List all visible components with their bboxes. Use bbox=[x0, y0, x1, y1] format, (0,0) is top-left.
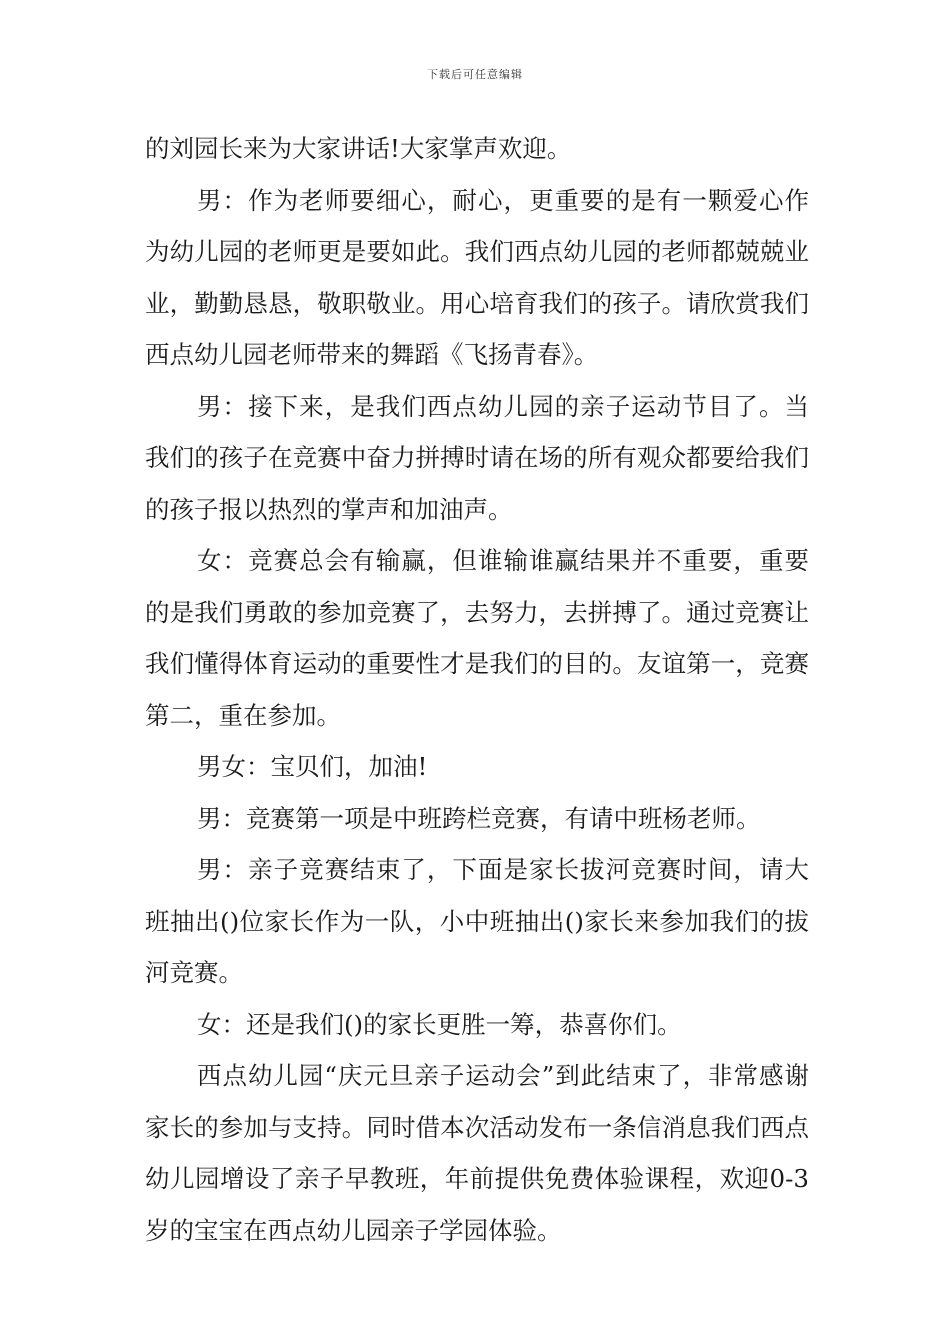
paragraph-4: 女：竞赛总会有输赢，但谁输谁赢结果并不重要，重要的是我们勇敢的参加竞赛了，去努力，去拼搏了。通过竞赛让我们懂得体育运动的重要性才是我们的目的。友谊第一，竞赛第二，重在参加。 bbox=[145, 546, 809, 730]
paragraph-9: 西点幼儿园“庆元旦亲子运动会”到此结束了，非常感谢家长的参加与支持。同时借本次活动发布一条信消息我们西点幼儿园增设了亲子早教班，年前提供免费体验课程，欢迎0-3岁的宝宝在西点幼儿园亲子学园体验。 bbox=[145, 1061, 809, 1245]
paragraph-6: 男：竞赛第一项是中班跨栏竞赛，有请中班杨老师。 bbox=[197, 803, 761, 833]
paragraph-5: 男女：宝贝们，加油! bbox=[197, 752, 428, 781]
paragraph-1: 的刘园长来为大家讲话!大家掌声欢迎。 bbox=[145, 134, 572, 163]
document-body bbox=[145, 123, 809, 1256]
paragraph-3: 男：接下来，是我们西点幼儿园的亲子运动节目了。当我们的孩子在竞赛中奋力拼搏时请在场的所有观众都要给我们的孩子报以热烈的掌声和加油声。 bbox=[145, 391, 809, 524]
page-header-note: 下载后可任意编辑 bbox=[427, 68, 523, 81]
paragraph-8: 女：还是我们()的家长更胜一筹，恭喜你们。 bbox=[197, 1009, 682, 1039]
paragraph-7: 男：亲子竞赛结束了，下面是家长拔河竞赛时间，请大班抽出()位家长作为一队，小中班抽出()家长来参加我们的拔河竞赛。 bbox=[145, 855, 809, 987]
paragraph-2: 男：作为老师要细心，耐心，更重要的是有一颗爱心作为幼儿园的老师更是要如此。我们西点幼儿园的老师都兢兢业业，勤勤恳恳，敬职敬业。用心培育我们的孩子。请欣赏我们西点幼儿园老师带来的舞蹈《飞扬青春》。 bbox=[145, 185, 809, 369]
